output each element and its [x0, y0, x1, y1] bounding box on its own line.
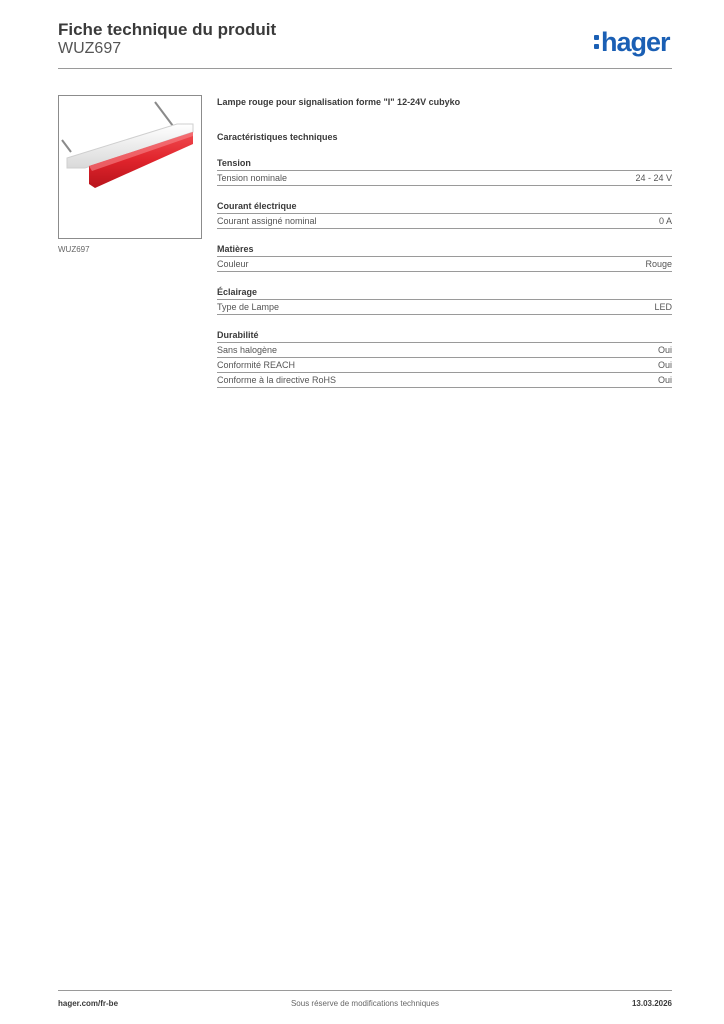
spec-group-matieres: [217, 243, 672, 272]
product-image-frame: [58, 95, 202, 239]
spec-group-title: Durabilité: [217, 329, 672, 343]
spec-row: [217, 373, 672, 388]
spec-label: Couleur: [217, 259, 249, 269]
spec-value: LED: [654, 302, 672, 312]
spec-group-title: Courant électrique: [217, 200, 672, 214]
header-divider: [58, 68, 672, 69]
spec-group-eclairage: [217, 286, 672, 315]
spec-value: 0 A: [658, 216, 672, 226]
spec-group-title: Tension: [217, 157, 672, 171]
spec-label: Courant assigné nominal: [217, 216, 317, 226]
product-reference: WUZ697: [58, 40, 122, 57]
spec-value: Oui: [657, 375, 672, 385]
spec-value: Oui: [657, 345, 672, 355]
logo-dots-icon: [594, 35, 599, 49]
footer-website-link[interactable]: hager.com/fr-be: [58, 999, 119, 1008]
page-title: Fiche technique du produit: [58, 20, 277, 39]
red-signal-lamp-image: [59, 96, 201, 238]
spec-label: Sans halogène: [217, 345, 278, 355]
spec-row: [217, 257, 672, 272]
footer-divider: [58, 990, 672, 991]
product-description: Lampe rouge pour signalisation forme "I" 12-24V cubyko: [217, 97, 461, 107]
spec-row: [217, 214, 672, 229]
spec-group-tension: [217, 157, 672, 186]
spec-row: [217, 358, 672, 373]
spec-row: [217, 343, 672, 358]
spec-group-courant: [217, 200, 672, 229]
spec-label: Tension nominale: [217, 173, 288, 183]
spec-label: Conforme à la directive RoHS: [217, 375, 337, 385]
spec-row: [217, 171, 672, 186]
spec-value: 24 - 24 V: [635, 173, 672, 183]
spec-group-title: Matières: [217, 243, 672, 257]
footer-notice: Sous réserve de modifications techniques: [290, 999, 440, 1008]
spec-label: Type de Lampe: [217, 302, 280, 312]
spec-content: [217, 96, 672, 388]
spec-value: Oui: [657, 360, 672, 370]
spec-value: Rouge: [645, 259, 672, 269]
image-caption: WUZ697: [58, 245, 90, 254]
footer: [58, 998, 672, 1010]
spec-group-title: Éclairage: [217, 286, 672, 300]
logo-wordmark: hager: [601, 27, 670, 57]
spec-label: Conformité REACH: [217, 360, 296, 370]
spec-row: [217, 300, 672, 315]
spec-group-durabilite: [217, 329, 672, 388]
footer-date: 13.03.2026: [631, 999, 672, 1008]
specs-heading: Caractéristiques techniques: [217, 132, 338, 142]
hager-logo: [594, 28, 670, 56]
